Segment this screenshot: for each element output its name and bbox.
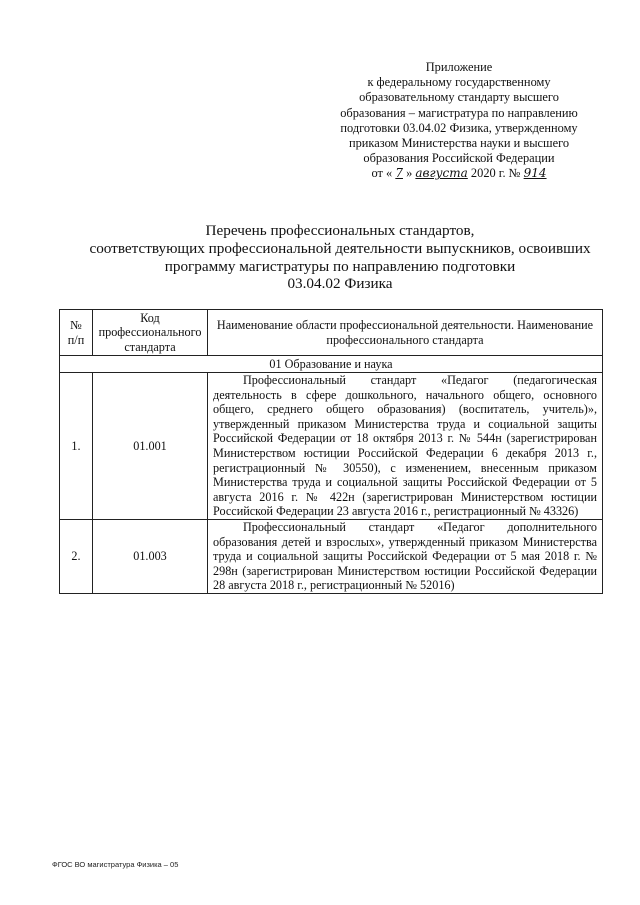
- appendix-date-line: [318, 166, 600, 181]
- appendix-line: приказом Министерства науки и высшего: [348, 136, 570, 151]
- document-title: [60, 222, 620, 293]
- title-line: программу магистратуры по направлению подготовки: [164, 257, 516, 275]
- standards-table: [59, 309, 603, 594]
- row-code: 01.003: [93, 519, 208, 593]
- row-num: 2.: [60, 519, 93, 593]
- order-number-handwritten: 914: [523, 166, 547, 181]
- header-num: № п/п: [60, 310, 93, 356]
- row-description: Профессиональный стандарт «Педагог (педагогическая деятельность в сфере дошкольного, начального общего, основного общего, среднего общего образования) (воспитатель, учитель)», утвержденный приказом Министерства труда и социальной защиты Российской Федерации от 18 октября 2013 г. № 544н (зарегистрирован Министерством юстиции Российской Федерации 6 декабря 2013 г., регистрационный № 30550), с изменением, внесенным приказом Министерства труда и социальной защиты Российской Федерации от 5 августа 2016 г. № 422н (зарегистрирован Министерством юстиции Российской Федерации 23 августа 2016 г., регистрационный № 43326): [208, 373, 603, 520]
- title-line: 03.04.02 Физика: [287, 275, 393, 293]
- appendix-line: образования Российской Федерации: [363, 151, 555, 166]
- page-footer: ФГОС ВО магистратура Физика – 05: [52, 860, 179, 869]
- header-name: Наименование области профессиональной деятельности. Наименование профессионального стандарта: [208, 310, 603, 356]
- date-month-handwritten: августа: [415, 166, 468, 181]
- appendix-line: образования – магистратура по направлению: [340, 105, 578, 120]
- date-prefix: от «: [371, 166, 393, 181]
- appendix-line: к федеральному государственному: [367, 75, 551, 90]
- table-row: [60, 373, 603, 520]
- title-line: соответствующих профессиональной деятельности выпускников, освоивших: [89, 239, 591, 257]
- section-label: 01 Образование и наука: [60, 356, 603, 373]
- row-description: Профессиональный стандарт «Педагог дополнительного образования детей и взрослых», утвержденный приказом Министерства труда и социальной защиты Российской Федерации от 5 мая 2018 г. № 298н (зарегистрирован Министерством юстиции Российской Федерации 28 августа 2018 г., регистрационный № 52016): [208, 519, 603, 593]
- appendix-line: Приложение: [425, 60, 493, 74]
- row-code: 01.001: [93, 373, 208, 520]
- appendix-line: подготовки 03.04.02 Физика, утвержденному: [340, 120, 578, 135]
- date-day-handwritten: 7: [395, 166, 403, 181]
- section-row: [60, 356, 603, 373]
- appendix-line: образовательному стандарту высшего: [359, 90, 559, 105]
- date-year: 2020 г. №: [470, 166, 521, 181]
- row-num: 1.: [60, 373, 93, 520]
- header-code: Код профессионального стандарта: [93, 310, 208, 356]
- table-row: [60, 519, 603, 593]
- title-line: Перечень профессиональных стандартов,: [205, 222, 475, 239]
- table-header-row: [60, 310, 603, 356]
- date-mid: »: [406, 166, 413, 181]
- appendix-block: [318, 60, 600, 182]
